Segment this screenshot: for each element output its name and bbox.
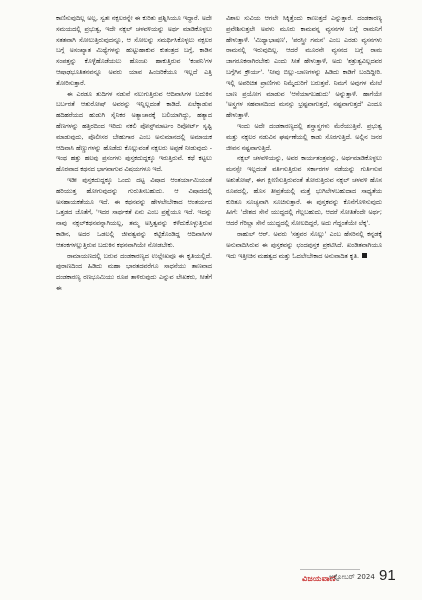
paragraph: ಇಂದು ಅದೇ ದಂಡಕಾರಣ್ಯದಲ್ಲಿ ಶಸ್ತ್ರಾಸ್ತ್ರಗಳು ಮೆರೆಯುತ್ತಿವೆ. ಪ್ರಭುತ್ವ ಮತ್ತು ನಕ್ಸಲರ ನಡುವಿನ ಘರ್ಷಣೆಯಲ್ಲಿ ಕಾಡು ಸೊರಗುತ್ತಿದೆ. ಅಲ್ಲಿನ ಜನರ ಜೀವನ ನಷ್ಟವಾಗುತ್ತಿದೆ. bbox=[226, 122, 382, 152]
paragraph: ಇಡೀ ಪುಸ್ತಕದುದ್ದಕ್ಕೂ ಒಂದು ದಟ್ಟ ವಿಷಾದ ಆಂತರ್ಯಾಮಿಯಂತೆ ಹರಿಯುತ್ತ ಹೋಗುವುದನ್ನು ಗುರುತಿಸಬಹುದು. ಆ ವಿಷಾದದಲ್ಲಿ ಅಸಹಾಯಕತೆಯೂ ಇದೆ. ಈ ಕಥನವನ್ನು ಹೇಳಲೇಬೇಕಾದ ಆಂತರ್ಯದ ಒತ್ತಡದ ಜೊತೆಗೆ, 'ಇದರ ಸಾರ್ಥಕತೆ ಏನು ಎಂಬ ಪ್ರಶ್ನೆಯೂ ಇದೆ. ಇದನ್ನು ನಾವು ನಕ್ಸಲ್‌ಕಥನವನ್ನಾಗಿಯಲ್ಲ, ತಮ್ಮ ಅಸ್ತಿತ್ವವನ್ನು ಕಳೆದುಕೊಳ್ಳುತ್ತಿರುವ ಕಾಡಿನ, ಅದರ ಒಡಲಲ್ಲಿ ಜೀವತ್ವವನ್ನು ಕಟ್ಟಿಕೊಂಡಿದ್ದ ಆದಿವಾಸಿಗಳ ಆತಂಕಗಳಲ್ಲುತ್ತಿರುವ ಬದುಕಿನ ಕಥನವಾಗಿಯೇ ನೋಡಬೇಕು. bbox=[56, 176, 212, 249]
left-column bbox=[56, 14, 212, 562]
paragraph: ಕಾಣಿಸುವುದಿಲ್ಲ ಅಲ್ಲ, ಸ್ವತಃ ನಕ್ಸಲರನ್ನೇ ಈ ಕುರಿತು ಪ್ರಶ್ನಿಸಿಯೂ ಇದ್ದಾರೆ. ಅದೇ ಸಮಯದಲ್ಲಿ ಪ್ರಭುತ್ವ, ಇದೇ ನಕ್ಸಲ್ ಚಳವಳಿಯನ್ನು ಅರ್ಥ ಮಾಡಿಕೊಳ್ಳಲು ಸತತವಾಗಿ ಸೋಲುತ್ತಿರುವುದನ್ನೂ, ಆ ಸೋಲನ್ನು ಸಮರ್ಥಿಸಿಕೊಳ್ಳಲು ನಕ್ಸಲರ ಬಗ್ಗೆ ಅಸಂಖ್ಯಾತ ಮಿಥ್ಯೆಗಳನ್ನು ಹುಟ್ಟುಹಾಕುವ ಕುತಂತ್ರದ ಬಗ್ಗೆ, ಕಾಡಿನ ಸಂಪತ್ತನ್ನು ಕೊಳ್ಳೆಹೊಡೆಯಲು ಹೊಂಚು ಹಾಕುತ್ತಿರುವ 'ಕಂಪನಿ'ಗಳ ಆಷಾಢಭೂತಿತನವನ್ನೂ ಅವರು ಯಾವ ಹಿಂಜರಿಕೆಯೂ ಇಲ್ಲದೆ ಎತ್ತಿ ತೋರಿಸುತ್ತಾರೆ. bbox=[56, 15, 212, 87]
paragraph: ನಕ್ಸಲ್ ಚಳವಳಿಯನ್ನು, ಅವರ ಕಾರ್ಯತಂತ್ರವನ್ನು, ಅರ್ಥಮಾಡಿಕೊಳ್ಳಲು ಮನಸ್ಸೇ ಇಲ್ಲದಂತೆ ವರ್ತಿಸುತ್ತಿರುವ ಸರ್ಕಾರಗಳ ನಡೆಯನ್ನು ಗುರ್ತಿಸುವ ಅಶುತೋಷ್, ಈಗ ಕ್ಷೀಣಿಸುತ್ತಿರುವಂತೆ ತೋರುತ್ತಿರುವ ನಕ್ಸಲ್ ಚಳವಳಿ ಹೊಸ ರೂಪದಲ್ಲಿ, ಹೊಸ ತೀವ್ರತೆಯಲ್ಲಿ ಮತ್ತೆ ಭುಗಿಲೇಳಬಹುದಾದ ಸಾಧ್ಯತೆಯ ಕುರಿತೂ ಸೂಚ್ಯವಾಗಿ ಸೂಚಿಸುತ್ತಾರೆ. ಈ ಪುಸ್ತಕವನ್ನು ಕೊನೆಗೊಳಿಸುವುದು ಹೀಗೆ: 'ದೇಶದ ಸೇನೆ ಯುದ್ಧದಲ್ಲಿ ಗೆಲ್ಲಬಹುದು, ಆದರೆ ಸೋತಿತೆಂದೇ ಅರ್ಥ; ಆದರೆ ಗೆರಿಲ್ಲಾ ಸೇನೆ ಯುದ್ಧದಲ್ಲಿ ಸೋಲದಿದ್ದರೆ, ಅದು ಗೆದ್ದಂತೆಯೇ ಲೆಕ್ಕ'. bbox=[226, 155, 382, 228]
article-body bbox=[56, 14, 382, 562]
paragraph: ರಾಮಾಯಣದಲ್ಲಿ ಬರುವ ದಂಡಕಾರಣ್ಯದ ಉಲ್ಲೇಖವೂ ಈ ಕೃತಿಯಲ್ಲಿದೆ. ಪುರಾಣದಿಂದ ಹಿಡಿದು ಮಹಾ ಭಾರತದವರೆಗೂ ಸಾಧನೆಯು ತಾಣವಾದ ದಂಡಕಾರಣ್ಯ ರಣಭೂಮಿಯು ರೂಪ ತಾಳಿರುವುದು ಎನ್ನುವ ಲೇಖಕರು, ಸೀತೆಗೆ ಈ bbox=[56, 252, 212, 292]
magazine-brand: ವಿಜಯವಾಣಿ bbox=[302, 573, 336, 583]
right-column bbox=[226, 14, 382, 562]
footer-divider bbox=[300, 569, 360, 570]
paragraph: ವಿಶಾಲ ಸುವಿಯ ಆಗಲೇ ಸಿಕ್ಕಿತ್ತೆಂದು ಕಾಣುತ್ತದೆ ಎನ್ನುತ್ತಾರೆ. ದಂಡಕಾರಣ್ಯ ಪ್ರವೇಶಿಸುತ್ತಲೇ ಅವಳು ಮೂರು ಕಾಮವನ್ನ ವ್ಯಸನಗಳ ಬಗ್ಗೆ ರಾಮನಿಗೆ ಹೇಳುತ್ತಾಳೆ. 'ಮಿಥ್ಯಾಭಾಷಣ', 'ಪರಸ್ತ್ರೀ ಗಮನ' ಎಂಬ ಎರಡು ವ್ಯಸನಗಳು ರಾಮನಲ್ಲಿ ಇರುವುದಿಲ್ಲ. ಆದರೆ ಮೂರನೇ ವ್ಯಸನದ ಬಗ್ಗೆ ರಾಮ ಜಾಗರೂಕನಾಗಿರಬೇಕು ಎಂದು ಸೀತೆ ಹೇಳುತ್ತಾಳೆ, ಅದು 'ಶತ್ರುತ್ವವಿಲ್ಲದವರ ಬಗ್ಗೆಗಿನ ಕ್ರೌರ್ಯ'. 'ನೀವು ಬಿಲ್ಲು-ಬಾಣಗಳನ್ನು ಹಿಡಿದು ಕಾಡಿಗೆ ಬಂದಿದ್ದೀರಿ. ಇಲ್ಲಿ ಅಪರಿಚಿತ ಪ್ರಾಣಿಗಳು ನಿಮ್ಮೆದುರಿಗೆ ಬರುತ್ತವೆ. ನಿಮಗೆ ಅವುಗಳ ಮೇಲೆ ಬಾಣ ಪ್ರಯೋಗ ಮಾಡುವ 'ಆಸೆಯಾಗಬಹುದು' ಅನ್ನುತ್ತಾಳೆ. ಹಾಗೆಯೇ 'ಅಸ್ತ್ರಗಳ ಸಹವಾಸದಿಂದ ಮನಸ್ಸು ಭ್ರಷ್ಟವಾಗುತ್ತದೆ, ನಷ್ಟವಾಗುತ್ತದೆ' ಎಂದೂ ಹೇಳುತ್ತಾಳೆ. bbox=[226, 15, 382, 120]
paragraph bbox=[226, 230, 382, 262]
page-number: 91 bbox=[379, 567, 396, 584]
paragraph-text: ರಾಹುಲ್ ಆರ್. ಅವರು 'ಸತ್ತವರ ಸೊಲ್ಲು' ಎಂಬ ಹೆಸರಿನಲ್ಲಿ ಕನ್ನಡಕ್ಕೆ ಅನುವಾದಿಸಿರುವ ಈ ಪುಸ್ತಕವನ್ನು ಛಂದಪುಸ್ತಕ ಪ್ರಕಟಿಸಿದೆ. ಖಂಡಿತವಾಗಿಯೂ ಇದು ಇತ್ತೀಚಿನ ಮಹತ್ವದ ಮತ್ತು ಓದಲೇಬೇಕಾದ ಅನುವಾದಿತ ಕೃತಿ. bbox=[226, 230, 382, 260]
paragraph: ಈ ಎರಡೂ ತುದಿಗಳ ನಡುವೆ ನಲುಗುತ್ತಿರುವ ಆದಿವಾಸಿಗಳ ಬದುಕಿನ ಬರ್ಬರತೆ ಆತುರೋಷ್ ಅವರನ್ನು ಇನ್ನಿಲ್ಲದಂತೆ ಕಾಡಿದೆ. ಏಲೆಕ್ಕಾಡುವ ಹದಿಹರೆಯದ ಹುಡುಗಿ ಸೈನಿಕರ ಅತ್ಯಾಚಾರಕ್ಕೆ ಬಲಿಯಾಗಿದ್ದು, ಹತ್ಯಾದ ಹೆಣಗಳನ್ನು ಹತ್ತಿರದಿಂದ ಇರಿದು ನಕಲಿ ಪೋಸ್ಟ್‌ಮಾರ್ಟಂ ರಿಪೋರ್ಟ್ ಸೃಷ್ಟಿ ಮಾಡುವುದು, ಪೊಲೀಸರ ಬೇಹುಗಾರ ಎಂಬ ಅನುಮಾನದಲ್ಲಿ ಅಮಾಯಕ ಆದಿವಾಸಿ ಹೆಣ್ಣುಗಳನ್ನು ಹೊಡೆದು ಕೊಲ್ಲುವಂತೆ ನಕ್ಸಲರು ಅಪ್ಪಣೆ ನೀಡುವುದು - ಇಂಥ ಹತ್ತು ಹಲವು ಪ್ರಸಂಗಳು ಪುಸ್ತಕದುದ್ದಕ್ಕೂ ಇರುತ್ತಿರುವೆ. ಕಥೆ ಕಟ್ಟಲು ಹೊರವಾದ ಕಥನದ ಭಾಗವಾಗುವ ವಿಷಯಗಳೂ ಇದೆ. bbox=[56, 90, 212, 174]
issue-month-year: ಅಕ್ಟೋಬರ್ 2024 bbox=[329, 573, 375, 581]
end-of-article-square-icon bbox=[362, 253, 367, 258]
page-footer bbox=[0, 566, 422, 586]
